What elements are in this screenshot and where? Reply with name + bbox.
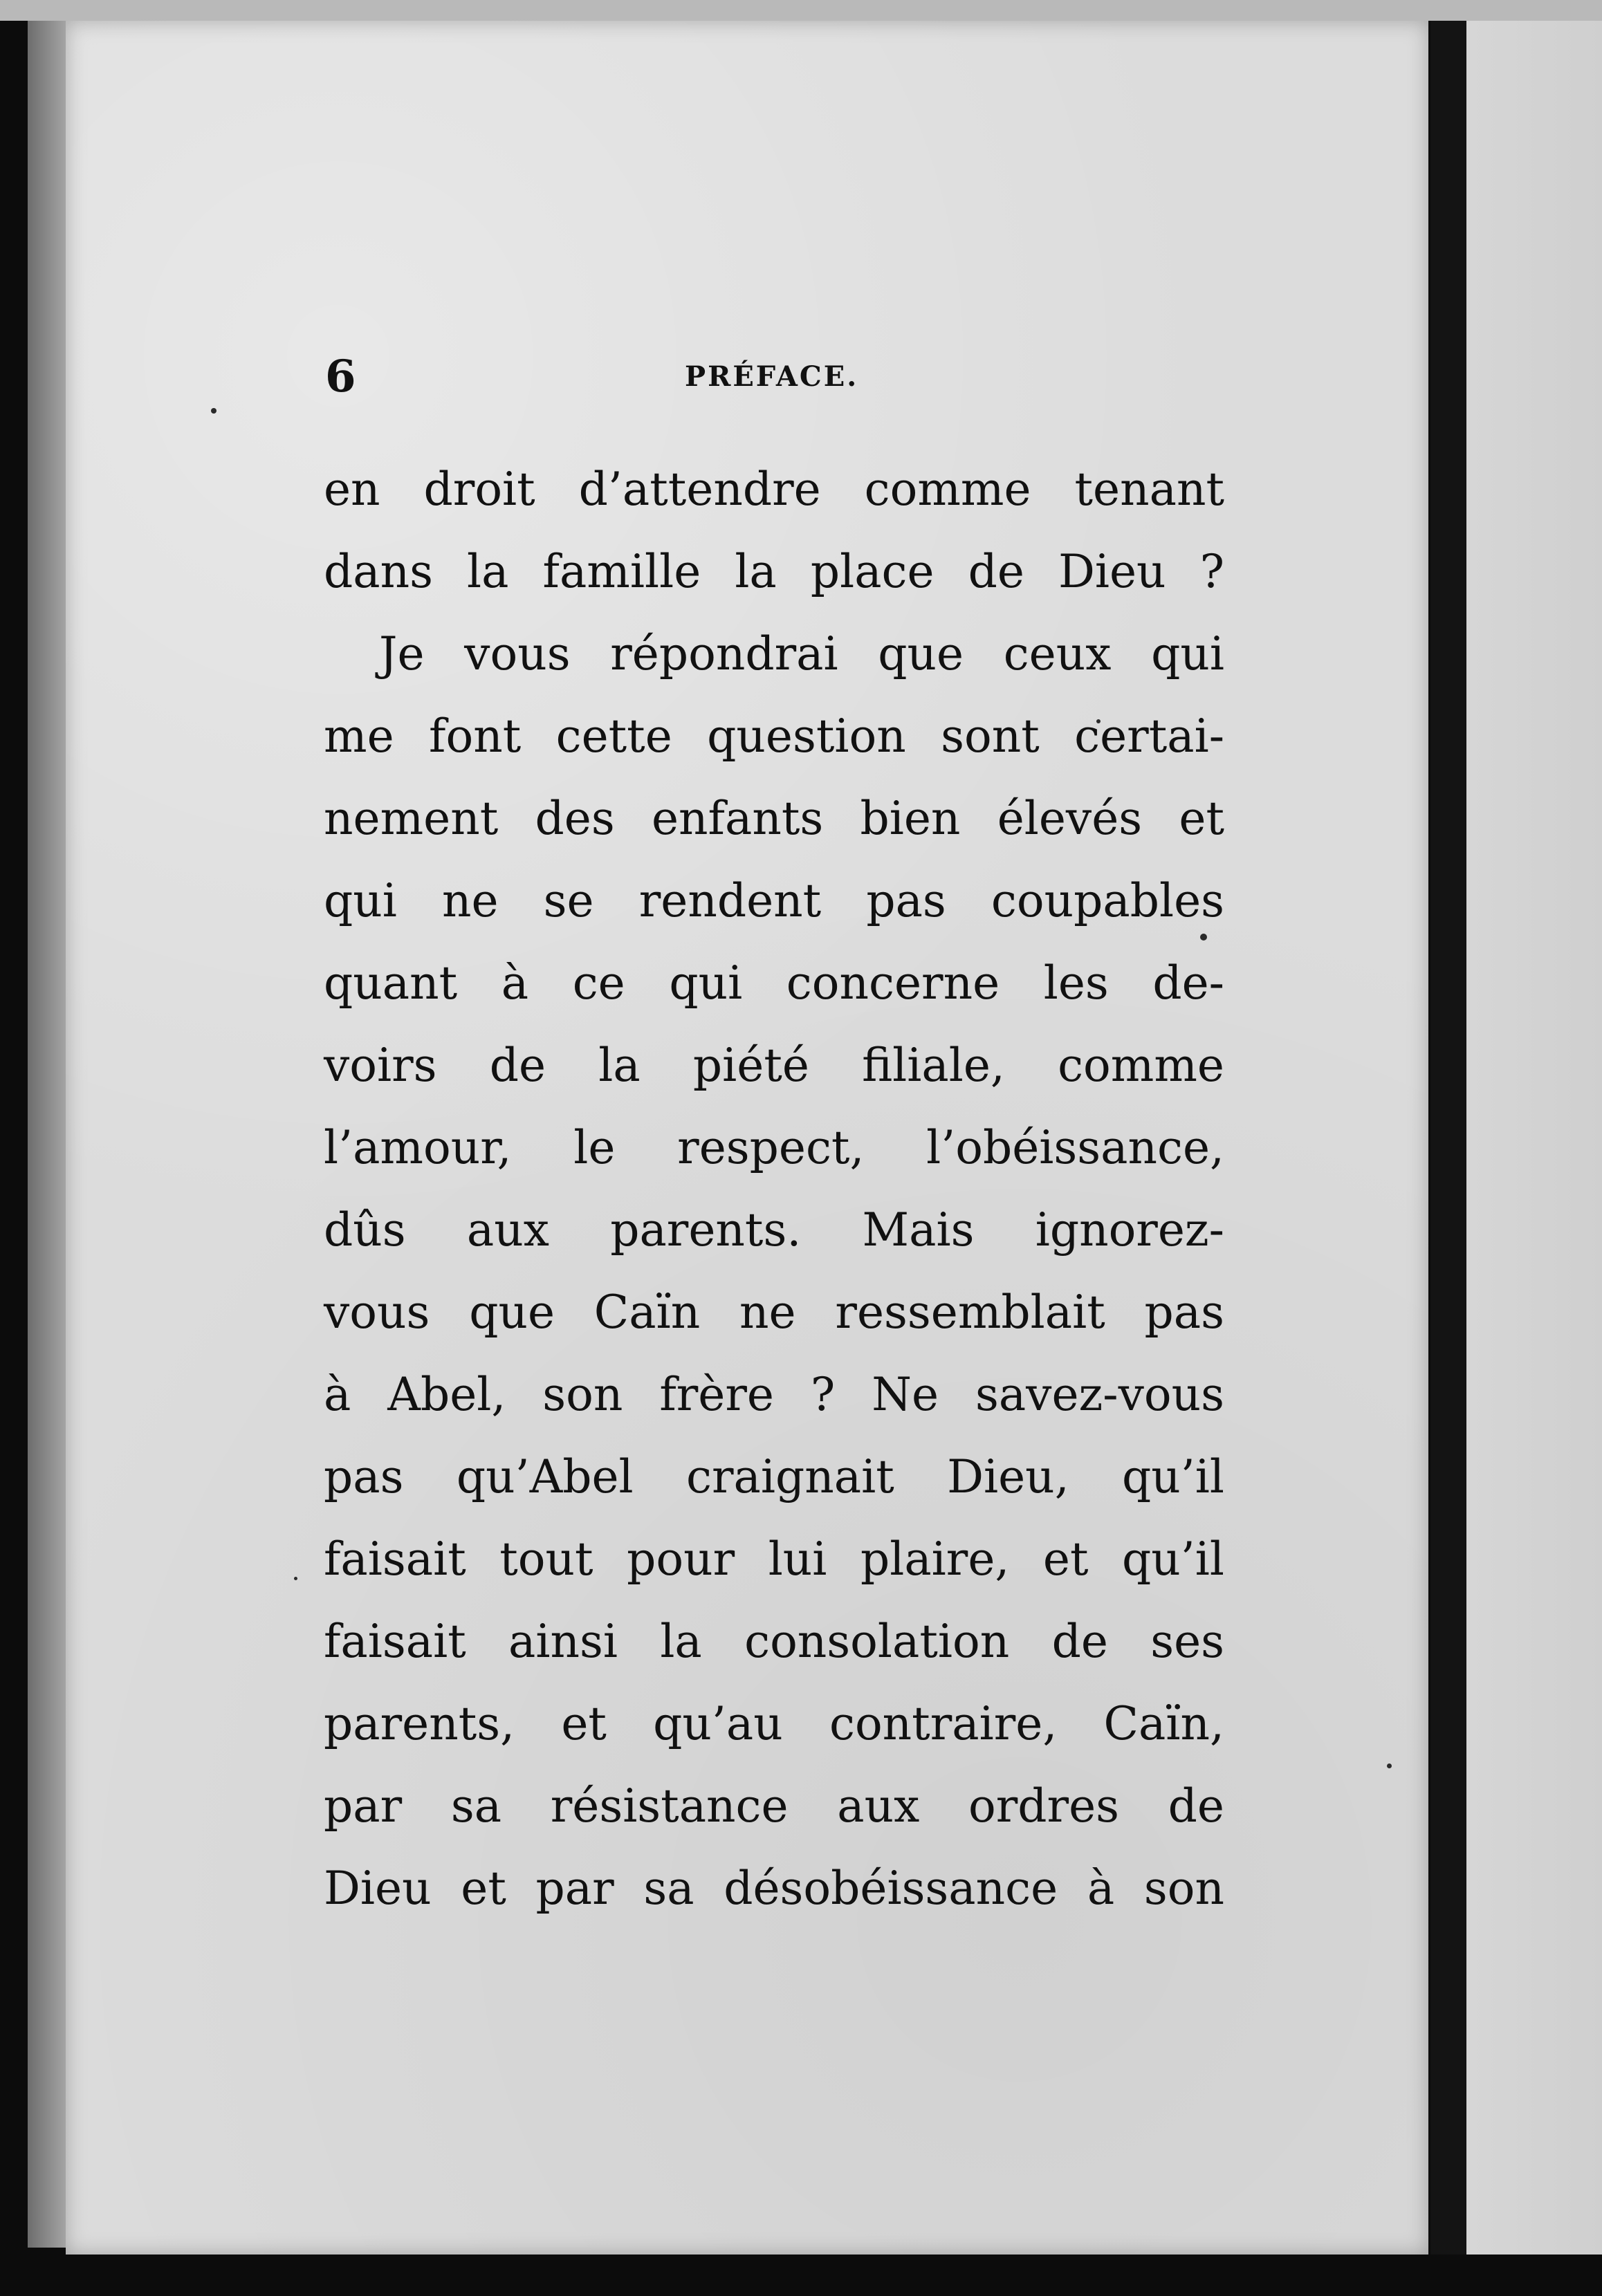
text-line: pas qu’Abel craignait Dieu, qu’il bbox=[324, 1450, 1224, 1503]
text-line: qui ne se rendent pas coupables bbox=[324, 874, 1224, 927]
body-text bbox=[324, 448, 1224, 1929]
text-line: dans la famille la place de Dieu ? bbox=[324, 545, 1224, 598]
text-line: quant à ce qui concerne les de- bbox=[324, 956, 1224, 1010]
text-line: voirs de la piété filiale, comme bbox=[324, 1039, 1224, 1092]
page-number: 6 bbox=[325, 351, 356, 402]
scan-top-edge bbox=[0, 0, 1602, 21]
book-gutter bbox=[1430, 21, 1466, 2255]
text-line: faisait ainsi la consolation de ses bbox=[324, 1615, 1224, 1668]
text-line: par sa résistance aux ordres de bbox=[324, 1779, 1224, 1833]
page-edge-shadow bbox=[28, 21, 69, 2248]
text-line: me font cette question sont certai- bbox=[324, 710, 1224, 763]
running-head: PRÉFACE. bbox=[685, 360, 859, 393]
text-line: Je vous répondrai que ceux qui bbox=[379, 627, 1224, 681]
text-line: nement des enfants bien élevés et bbox=[324, 792, 1224, 845]
scan-bottom-edge bbox=[0, 2255, 1602, 2296]
text-line: parents, et qu’au contraire, Caïn, bbox=[324, 1697, 1224, 1750]
text-line: l’amour, le respect, l’obéissance, bbox=[324, 1121, 1224, 1174]
paper-speck bbox=[294, 1577, 297, 1580]
text-line: faisait tout pour lui plaire, et qu’il bbox=[324, 1533, 1224, 1586]
paper-speck bbox=[211, 408, 217, 414]
page-header bbox=[325, 346, 1224, 408]
text-line: dûs aux parents. Mais ignorez- bbox=[324, 1203, 1224, 1257]
adjacent-page-edge bbox=[1466, 21, 1602, 2255]
text-line: Dieu et par sa désobéissance à son bbox=[324, 1862, 1224, 1915]
text-line: en droit d’attendre comme tenant bbox=[324, 463, 1224, 516]
text-line: à Abel, son frère ? Ne savez-vous bbox=[324, 1368, 1224, 1421]
text-line: vous que Caïn ne ressemblait pas bbox=[324, 1286, 1224, 1339]
paper-speck bbox=[1387, 1763, 1392, 1768]
